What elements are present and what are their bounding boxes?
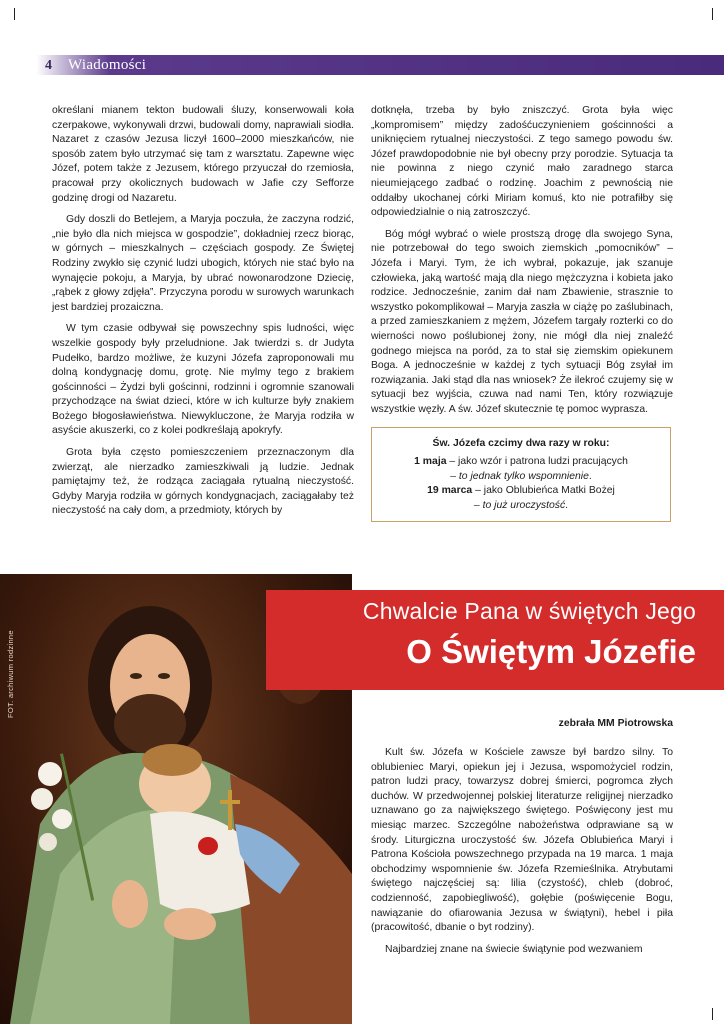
- photo-credit: FOT. archiwum rodzinne: [6, 630, 15, 718]
- left-paragraph: Gdy doszli do Betlejem, a Maryja poczuła, że zaczyna rodzić, „nie było dla nich miejsca w gospodzie”, dokładniej rzecz biorąc, w górnych – mieszkalnych – częściach gospody. Ze Świętej Rodziny zwykło się czynić ludzi ubogich, których nie stać było na wynajęcie pokoju, a Maryja, by ubrać nowonarodzone Dziecię, „rąbek z głowy zdjęła”. Przyczyna porodu w surowych warunkach jest bardziej prozaiczna.: [52, 214, 354, 313]
- crop-mark-top-left: [14, 8, 15, 20]
- callout-text-1: – jako wzór i patrona ludzi pracujących: [446, 456, 628, 468]
- callout-text-2: – jako Oblubieńca Matki Bożej: [472, 485, 615, 497]
- callout-date-2: 19 marca: [427, 485, 473, 497]
- article-paragraph: Najbardziej znane na świecie świątynie pod wezwaniem: [385, 943, 643, 955]
- callout-line-2: [376, 484, 666, 499]
- left-paragraph: W tym czasie odbywał się powszechny spis ludności, więc wszelkie gospody były przeludnione. Jak twierdzi s. dr Judyta Pudełko, bardzo możliwe, że kuzyni Józefa zaproponowali mu dolną kondygnację domu, grotę. Nie mylmy tego z brakiem gościnności – Żydzi byli gościnni, rodzinni i ogromnie szanowali przychodzące na świat dzieci, które w ich kulturze były znakiem Bożego błogosławieństwa. Niewykluczone, że Maryja rodziła w asyście akuszerki, co z kolei podkreślają apokryfy.: [52, 323, 354, 437]
- right-paragraph: dotknęła, trzeba by było zniszczyć. Grota była więc „kompromisem” między zadośćuczynieniem gościnności a uniknięciem rytualnej nieczystości. Z tego samego powodu św. Józef prawdopodobnie nie był obecny przy porodzie. Sytuacja ta nie powinna z niego czynić mało zaradnego starca nieumiejącego zadbać o rodzinę. Joachim z pewnością nie oddałby ukochanej córki Miriam komuś, kto nie potrafiłby się odpowiedzialnie o nią zatroszczyć.: [371, 105, 673, 219]
- left-column: [52, 104, 354, 526]
- callout-date-1: 1 maja: [414, 456, 447, 468]
- left-paragraph: Grota była często pomieszczeniem przeznaczonym dla zwierząt, ale nierzadko zamieszkiwali ją ludzie. Jednak pamiętajmy też, że rodząca zaciągała rytualną nieczystość. Gdyby Maryja rodziła w górnych kondygnacjach, zaciągałaby też nieczystość na cały dom, a przedmioty, których by: [52, 447, 354, 517]
- article-paragraph: Kult św. Józefa w Kościele zawsze był bardzo silny. To oblubieniec Maryi, opiekun jej i Jezusa, wspomożyciel rodzin, patron ludzi pracy, towarzysz dobrej śmierci, pogromca złych duchów. W przedwojennej polskiej literaturze religijnej nierzadko uznawano go za największego świętego. Poświęcony jest mu miesiąc marzec. Szczególne nabożeństwa odprawiane są w środy. Liturgiczna uroczystość św. Józefa Oblubieńca Maryi i Patrona Kościoła powszechnego przypada na 19 marca. 1 maja obchodzimy wspomnienie św. Józefa Rzemieślnika. Atrybutami świętego najczęściej są: lilia (czystość), chleb (dobroć, codzienność, zapobiegliwość), gołębie (poświęcenie Bogu, nawiązanie do ofiarowania Jezusa w świątyni), hebel i piła (pracowitość, dbanie o byt rodziny).: [371, 747, 673, 934]
- crop-mark-top-right: [712, 8, 713, 20]
- callout-line-1: [376, 455, 666, 470]
- article-kicker: Chwalcie Pana w świętych Jego: [362, 598, 696, 624]
- article-body: [371, 746, 673, 964]
- section-title: Wiadomości: [68, 57, 147, 73]
- feast-days-callout: [371, 427, 671, 522]
- left-paragraph: określani mianem tekton budowali śluzy, konserwowali koła czerpakowe, wykonywali drzwi, budowali domy, naprawiali siodła. Nazaret z czasów Jezusa liczył 1600–2000 mieszkańców, nie sposób zatem było utrzymać się tam z warsztatu. Zapewne więc Józef, potem także z Jezusem, którego przyuczał do rzemiosła, pracował przy okolicznych budowach w Jafie czy Sefforze godzinę drogi od Nazaretu.: [52, 105, 354, 204]
- callout-note-1: – to jednak tylko wspomnienie.: [450, 470, 592, 482]
- article-byline: zebrała MM Piotrowska: [558, 718, 673, 729]
- crop-mark-bottom-right: [712, 1008, 713, 1020]
- callout-title: Św. Józefa czcimy dwa razy w roku:: [432, 438, 610, 450]
- callout-note-2-text: – to już uroczystość: [473, 499, 566, 511]
- right-paragraph: Bóg mógł wybrać o wiele prostszą drogę dla swojego Syna, nie potrzebował do tego swoich ziemskich „pomocników” – Józefa i Maryi. Tym, że ich wybrał, pokazuje, jak szanuje człowieka, jaką wartość mają dla niego mężczyzna i kobieta jako rodzice. Jednocześnie, zanim dał nam Zbawienie, strasznie to wszystko pokomplikował – Maryja zaszła w ciążę po zaślubinach, a przed zamieszkaniem z mężem, Józefem targały rozterki co do wierności nowo poślubionej żony, nie mógł dla niej znaleźć godnego miejsca na poród, za to stał się ziemskim opiekunem Boga. A jednocześnie w każdej z tych sytuacji Bóg zsyłał im rozwiązania. Jaki stąd dla nas wniosek? Że ilekroć czujemy się w sytuacji bez wyjścia, czuwa nad nami Ten, który rozwiązuje wszystkie węzły. A św. Józef skutecznie tę pomoc wyprasza.: [371, 228, 673, 415]
- page-number: 4: [45, 58, 52, 73]
- callout-note-2: – to już uroczystość.: [473, 499, 569, 511]
- right-column: [371, 104, 673, 522]
- callout-note-1-text: – to jednak tylko wspomnienie: [450, 470, 589, 482]
- article-title: O Świętym Józefie: [406, 633, 696, 670]
